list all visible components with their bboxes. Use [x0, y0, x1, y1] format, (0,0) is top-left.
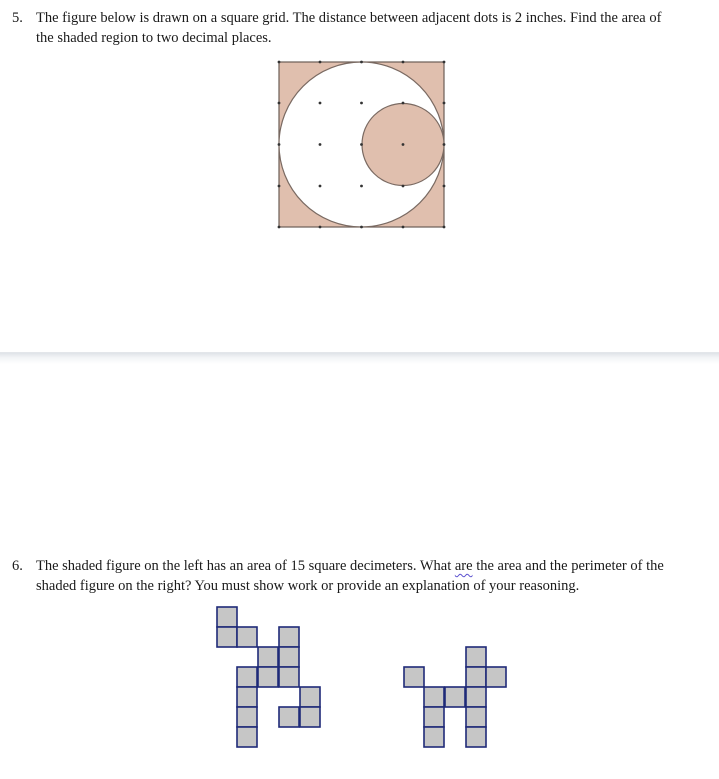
right-tile-figure [401, 645, 511, 753]
problem-6-number: 6. [12, 558, 23, 574]
problem-5-figure [276, 58, 448, 232]
page-divider [0, 352, 719, 364]
spellcheck-flagged-word[interactable]: are [454, 558, 473, 574]
problem-6-text-line-1-part-c: the area and the perimeter of the [472, 558, 664, 574]
problem-5-text-line-2: the shaded region to two decimal places. [36, 30, 272, 46]
problem-6-text-line-1 [36, 556, 696, 576]
problem-5-number: 5. [12, 10, 23, 26]
problem-6-text-line-1-part-a: The shaded figure on the left has an area of 15 square decimeters. What [36, 558, 455, 574]
left-tile-figure [214, 605, 326, 753]
problem-5-text-line-1: The figure below is drawn on a square grid. The distance between adjacent dots is 2 inches. Find the area of [36, 10, 662, 26]
problem-6-text-line-2: shaded figure on the right? You must show work or provide an explanation of your reasoning. [36, 578, 580, 594]
